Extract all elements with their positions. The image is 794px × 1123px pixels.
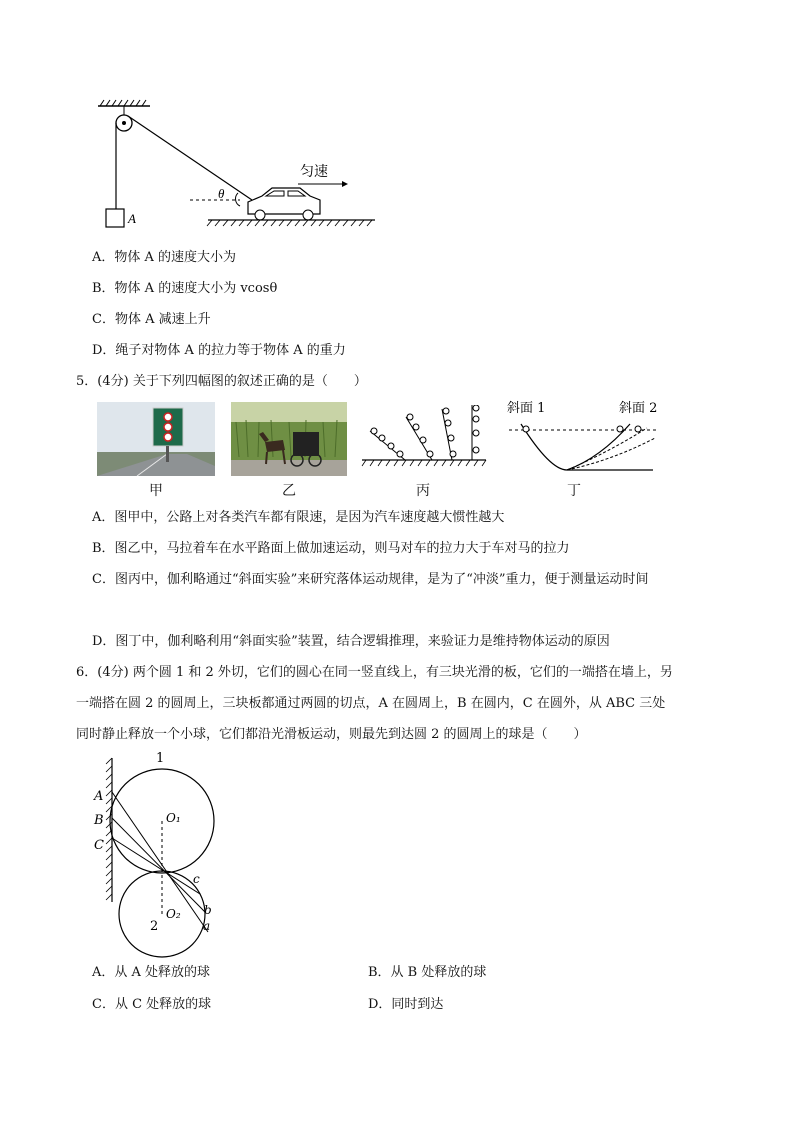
q4-option-c: C．物体 A 减速上升	[92, 312, 211, 327]
q6-option-d: D．同时到达	[368, 997, 444, 1012]
q4-option-a: A．物体 A 的速度大小为	[92, 250, 237, 265]
road-speed-sign-photo	[97, 402, 215, 476]
caption-yi: 乙	[282, 483, 296, 499]
q6-stem-line-1: 6．(4分) 两个圆 1 和 2 外切，它们的圆心在同一竖直线上，有三块光滑的板，它们的一端搭在墙上，另	[76, 665, 673, 680]
galileo-inclines-figure	[360, 405, 490, 467]
q5-option-d: D．图丁中，伽利略利用“斜面实验”装置，结合逻辑推理，来验证力是维持物体运动的原因	[92, 634, 610, 649]
q5-option-b: B．图乙中，马拉着车在水平路面上做加速运动，则马对车的拉力大于车对马的拉力	[92, 541, 570, 556]
ideal-incline-figure	[495, 398, 665, 474]
q4-option-b: B．物体 A 的速度大小为 vcosθ	[92, 281, 278, 296]
caption-bing: 丙	[416, 483, 430, 499]
end-b-label: b	[204, 903, 212, 917]
uniform-speed-label: 匀速	[300, 164, 328, 180]
block-a-label: A	[128, 211, 136, 226]
point-c-label: C	[94, 838, 104, 853]
horse-cart-photo	[231, 402, 347, 476]
q5-option-a: A．图甲中，公路上对各类汽车都有限速，是因为汽车速度越大惯性越大	[92, 510, 505, 525]
end-c-label: c	[193, 872, 200, 886]
q5-stem: 5．(4分) 关于下列四幅图的叙述正确的是（ ）	[76, 374, 367, 389]
o2-label: O₂	[166, 907, 181, 921]
end-a-label: a	[203, 919, 211, 933]
point-b-label: B	[94, 813, 104, 828]
caption-ding: 丁	[567, 483, 581, 499]
q5-option-c: C．图丙中，伽利略通过“斜面实验”来研究落体运动规律，是为了“冲淡”重力，便于测量运动时间	[92, 572, 649, 587]
incline-1-label: 斜面 1	[507, 401, 546, 416]
theta-label: θ	[218, 186, 225, 201]
q4-option-d: D．绳子对物体 A 的拉力等于物体 A 的重力	[92, 343, 346, 358]
q6-option-c: C．从 C 处释放的球	[92, 997, 212, 1012]
q6-option-a: A．从 A 处释放的球	[92, 965, 211, 980]
q6-stem-line-2: 一端搭在圆 2 的圆周上，三块板都通过两圆的切点，A 在圆周上，B 在圆内，C 在圆外，从 ABC 三处	[76, 696, 666, 711]
q6-option-b: B．从 B 处释放的球	[368, 965, 487, 980]
caption-jia: 甲	[149, 483, 163, 499]
point-a-label: A	[94, 789, 104, 804]
circle-1-label: 1	[156, 752, 165, 766]
o1-label: O₁	[166, 811, 181, 825]
two-circles-figure	[90, 752, 230, 962]
q6-stem-line-3: 同时静止释放一个小球，它们都沿光滑板运动，则最先到达圆 2 的圆周上的球是（ ）	[76, 727, 587, 742]
incline-2-label: 斜面 2	[619, 401, 658, 416]
circle-2-label: 2	[150, 919, 159, 934]
pulley-car-figure	[90, 96, 380, 236]
